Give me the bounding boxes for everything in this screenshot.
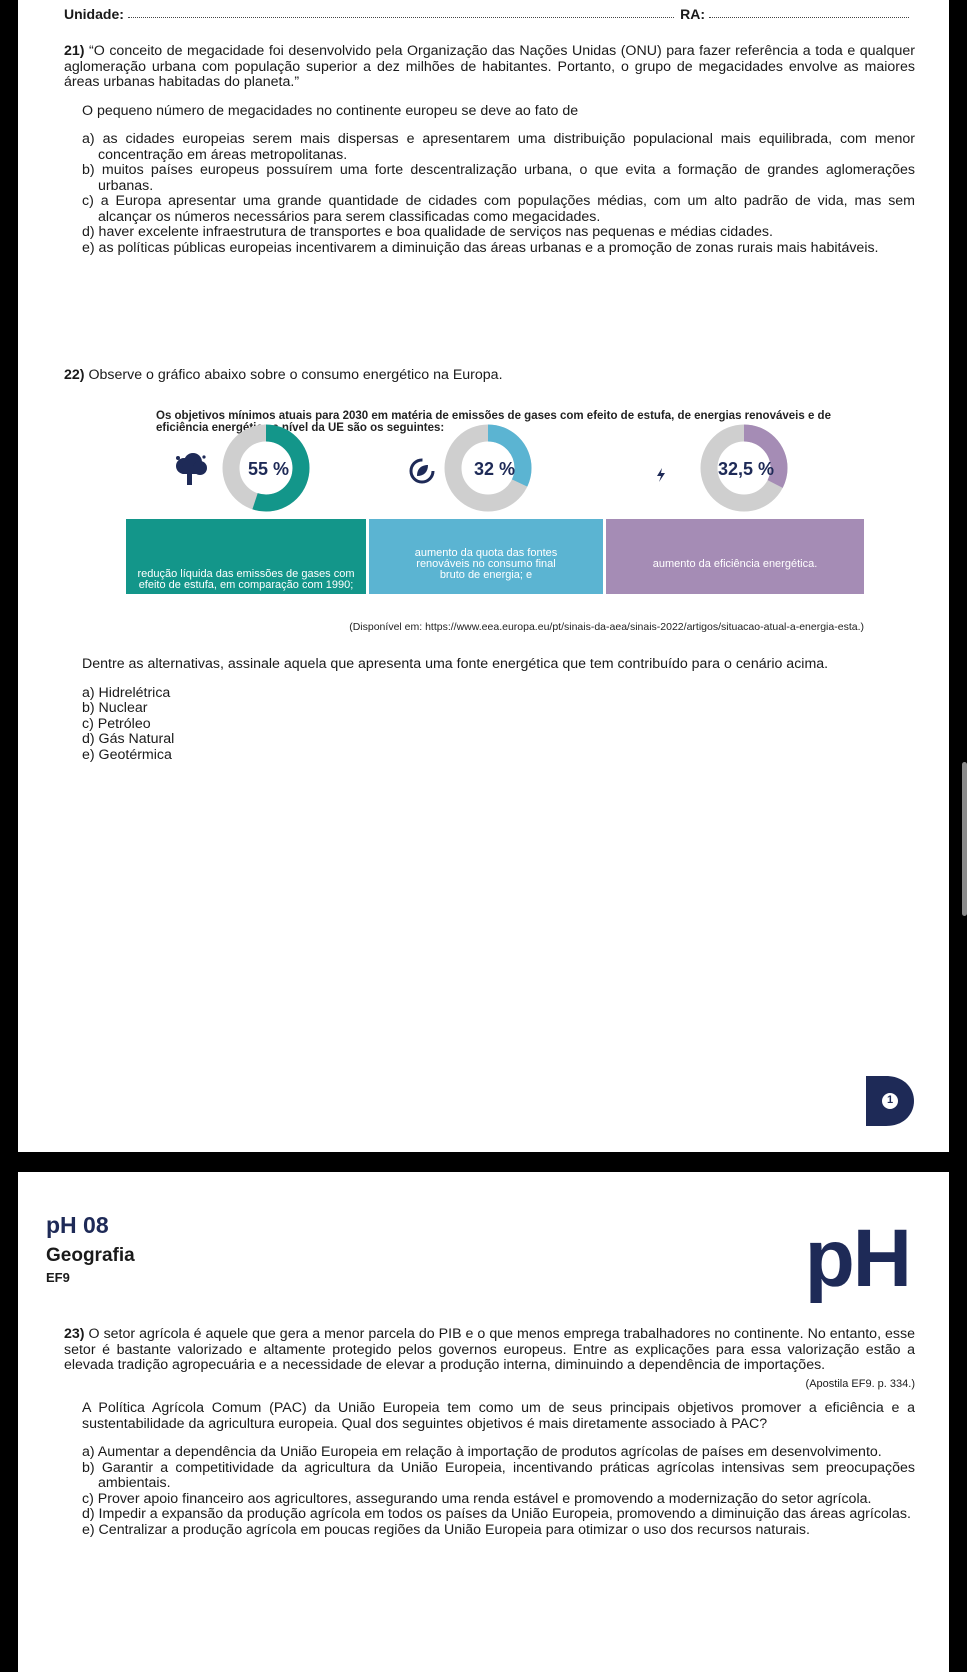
target-text-renewables-3: bruto de energia; e xyxy=(439,569,533,581)
target-text-efficiency: aumento da eficiência energética. xyxy=(652,558,818,570)
q22-option-c[interactable]: c) Petróleo xyxy=(82,715,151,732)
question-22-prompt xyxy=(64,657,915,763)
q21-option-e[interactable]: e) as políticas públicas europeias incentivarem a diminuição das áreas urbanas e a promoção de zonas rurais mais habitáveis. xyxy=(82,239,879,256)
ph-logo xyxy=(804,1213,910,1304)
target-value-efficiency: 32,5 % xyxy=(718,459,775,479)
target-panel-efficiency xyxy=(606,519,864,594)
q21-statement: 21) “O conceito de megacidade foi desenvolvido pela Organização das Nações Unidas (ONU) para fazer referência a toda e qualquer aglomeração urbana com população superior a dez milhões de habitantes. Portanto, o grupo de megacidades envolve as maiores áreas urbanas habitadas do planeta.” xyxy=(64,43,915,90)
page-number-logo xyxy=(860,1072,918,1130)
q21-option-c[interactable]: c) a Europa apresentar uma grande quantidade de cidades com populações médias, com um alto padrão de vida, mas sem alcançar os números necessários para serem classificadas como megacidades. xyxy=(82,193,915,225)
q21-option-a[interactable]: a) as cidades europeias serem mais dispersas e apresentarem uma distribuição populacional mais equilibrada, com menor concentração em áreas metropolitanas. xyxy=(82,131,915,163)
booklet-code: pH 08 xyxy=(46,1212,109,1238)
q21-options xyxy=(64,132,915,256)
worksheet-page-1 xyxy=(18,0,949,1152)
energy-targets-infographic xyxy=(126,410,864,633)
unidade-blank[interactable] xyxy=(128,6,674,18)
target-text-renewables-2: renováveis no consumo final xyxy=(416,558,556,570)
target-panel-renewables xyxy=(369,519,603,594)
q23-option-e[interactable]: e) Centralizar a produção agrícola em poucas regiões da União Europeia para otimizar o uso dos recursos naturais. xyxy=(82,1521,810,1538)
target-panel-emissions xyxy=(126,519,366,594)
q21-option-b[interactable]: b) muitos países europeus possuírem uma forte descentralização urbana, o que evita a formação de grandes aglomerações urbanas. xyxy=(82,162,915,194)
vertical-scrollbar-thumb[interactable] xyxy=(962,762,967,916)
q23-option-b[interactable]: b) Garantir a competitividade da agricultura da União Europeia, incentivando práticas agrícolas intensivas sem preocupações ambientais. xyxy=(82,1459,915,1491)
q23-prompt: A Política Agrícola Comum (PAC) da União Europeia tem como um de seus principais objetivos promover a eficiência e a sustentabilidade da agricultura europeia. Qual dos seguintes objetivos é mais diretamente associado à PAC? xyxy=(82,1400,915,1432)
infographic-source: (Disponível em: https://www.eea.europa.eu/pt/sinais-da-aea/sinais-2022/artigos/situacao-atual-a-energia-esta.) xyxy=(349,621,864,633)
question-21 xyxy=(64,44,915,256)
q23-option-d[interactable]: d) Impedir a expansão da produção agrícola em todos os países da União Europeia, promovendo a diminuição das áreas agrícolas. xyxy=(82,1506,911,1522)
q22-option-d[interactable]: d) Gás Natural xyxy=(82,731,175,747)
question-22 xyxy=(64,368,915,384)
student-header xyxy=(64,6,915,22)
target-text-emissions-2: efeito de estufa, em comparação com 1990; xyxy=(138,579,354,591)
target-value-emissions: 55 % xyxy=(248,459,290,479)
q23-source: (Apostila EF9. p. 334.) xyxy=(805,1377,915,1390)
subject-title: Geografia xyxy=(46,1245,135,1266)
target-text-renewables-1: aumento da quota das fontes xyxy=(414,547,558,559)
target-value-renewables: 32 % xyxy=(474,459,516,479)
q22-option-a[interactable]: a) Hidrelétrica xyxy=(82,684,171,701)
q22-option-e[interactable]: e) Geotérmica xyxy=(82,746,172,763)
grade-label: EF9 xyxy=(46,1270,70,1285)
page-number: 1 xyxy=(886,1094,894,1106)
infographic-title: Os objetivos mínimos atuais para 2030 em matéria de emissões de gases com efeito de estufa, de energias renováveis e de eficiência energética a nível da UE são os seguintes: xyxy=(156,410,831,434)
q23-statement: 23) O setor agrícola é aquele que gera a menor parcela do PIB e o que menos emprega trabalhadores no continente. No entanto, esse setor é bastante valorizado e altamente protegido pelos governos europeus. Entre as explicações para essa valorização estão a elevada tradição agropecuária e a necessidade de elevar a produção interna, diminuindo a dependência de importações. xyxy=(64,1326,915,1373)
ra-blank[interactable] xyxy=(709,6,909,18)
q22-prompt: Dentre as alternativas, assinale aquela que apresenta uma fonte energética que tem contribuído para o cenário acima. xyxy=(82,656,829,672)
q22-option-b[interactable]: b) Nuclear xyxy=(82,700,148,716)
q22-options xyxy=(64,686,915,764)
unidade-label: Unidade: xyxy=(64,6,124,22)
q21-option-d[interactable]: d) haver excelente infraestrutura de transportes e boa qualidade de serviços nas pequenas e médias cidades. xyxy=(82,224,773,240)
q23-option-c[interactable]: c) Prover apoio financeiro aos agricultores, assegurando uma renda estável e promovendo a modernização do setor agrícola. xyxy=(82,1490,872,1507)
q23-options xyxy=(64,1445,915,1538)
ph-logo-text: pH xyxy=(804,1213,910,1304)
question-23 xyxy=(64,1327,915,1538)
house-energy-icon xyxy=(646,456,676,486)
q21-prompt: O pequeno número de megacidades no continente europeu se deve ao fato de xyxy=(82,102,579,119)
renewable-icon xyxy=(408,457,436,485)
cloud-icon xyxy=(174,452,208,488)
target-text-emissions-1: redução líquida das emissões de gases com xyxy=(137,568,355,580)
ra-label: RA: xyxy=(680,6,705,22)
q22-statement: 22) Observe o gráfico abaixo sobre o consumo energético na Europa. xyxy=(64,367,503,383)
q23-option-a[interactable]: a) Aumentar a dependência da União Europeia em relação à importação de produtos agrícolas de países em desenvolvimento. xyxy=(82,1444,882,1460)
